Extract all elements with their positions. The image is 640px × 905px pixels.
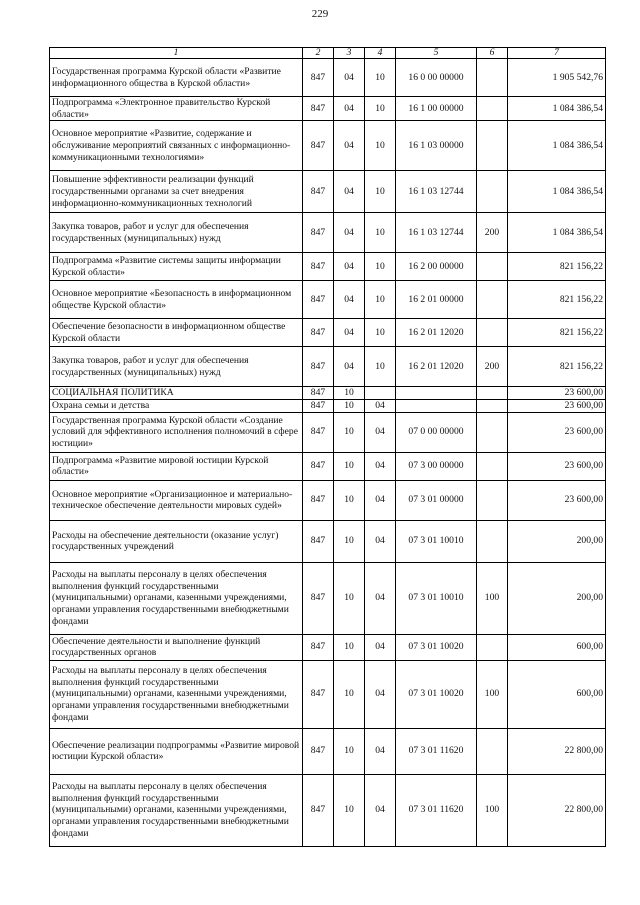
row-subsection: 10 (365, 59, 396, 97)
row-subsection: 10 (365, 97, 396, 121)
row-target-article (396, 387, 477, 400)
row-section: 10 (334, 728, 365, 774)
row-subsection: 04 (365, 728, 396, 774)
row-target-article: 07 3 01 10010 (396, 520, 477, 562)
row-name: Основное мероприятие «Организационное и материально-техническое обеспечение деятельности мировых судей» (50, 480, 303, 520)
row-target-article: 07 3 01 11620 (396, 774, 477, 846)
row-subsection: 10 (365, 121, 396, 171)
row-name: Охрана семьи и детства (50, 400, 303, 413)
page-number: 229 (311, 8, 329, 20)
column-header: 2 (303, 48, 334, 59)
row-target-article: 16 2 01 12020 (396, 347, 477, 387)
row-subsection: 04 (365, 660, 396, 728)
row-code: 847 (303, 253, 334, 281)
row-expense-type (477, 121, 508, 171)
row-amount: 23 600,00 (508, 387, 606, 400)
table-row (50, 412, 606, 452)
table-row (50, 660, 606, 728)
row-amount: 200,00 (508, 562, 606, 634)
row-amount: 821 156,22 (508, 281, 606, 319)
row-expense-type: 100 (477, 562, 508, 634)
row-code: 847 (303, 660, 334, 728)
row-expense-type (477, 281, 508, 319)
row-section: 10 (334, 412, 365, 452)
row-expense-type (477, 634, 508, 660)
row-amount: 1 084 386,54 (508, 171, 606, 213)
budget-table (49, 47, 606, 847)
row-section: 10 (334, 774, 365, 846)
row-section: 04 (334, 97, 365, 121)
row-expense-type: 100 (477, 660, 508, 728)
row-expense-type (477, 452, 508, 480)
row-section: 10 (334, 660, 365, 728)
row-name: Закупка товаров, работ и услуг для обеспечения государственных (муниципальных) нужд (50, 347, 303, 387)
row-expense-type: 200 (477, 347, 508, 387)
row-amount: 821 156,22 (508, 347, 606, 387)
table-row (50, 121, 606, 171)
row-name: Подпрограмма «Развитие системы защиты информации Курской области» (50, 253, 303, 281)
table-row (50, 774, 606, 846)
row-expense-type (477, 400, 508, 413)
row-name: СОЦИАЛЬНАЯ ПОЛИТИКА (50, 387, 303, 400)
row-amount: 22 800,00 (508, 728, 606, 774)
row-subsection: 10 (365, 347, 396, 387)
row-subsection: 04 (365, 412, 396, 452)
row-amount: 23 600,00 (508, 480, 606, 520)
row-amount: 1 084 386,54 (508, 121, 606, 171)
column-header: 1 (50, 48, 303, 59)
row-section: 10 (334, 452, 365, 480)
table-row (50, 452, 606, 480)
table-row (50, 634, 606, 660)
row-amount: 23 600,00 (508, 452, 606, 480)
row-expense-type: 100 (477, 774, 508, 846)
row-expense-type: 200 (477, 213, 508, 253)
row-amount: 1 084 386,54 (508, 213, 606, 253)
row-target-article: 16 1 00 00000 (396, 97, 477, 121)
table-row (50, 728, 606, 774)
table-header-row (50, 48, 606, 59)
row-subsection: 10 (365, 281, 396, 319)
row-section: 10 (334, 387, 365, 400)
row-subsection: 10 (365, 253, 396, 281)
table-row (50, 97, 606, 121)
row-name: Государственная программа Курской области «Создание условий для эффективного исполнения полномочий в сфере юстиции» (50, 412, 303, 452)
row-amount: 23 600,00 (508, 412, 606, 452)
row-section: 04 (334, 281, 365, 319)
row-subsection: 04 (365, 480, 396, 520)
row-section: 10 (334, 520, 365, 562)
row-section: 10 (334, 480, 365, 520)
row-amount: 200,00 (508, 520, 606, 562)
row-subsection: 10 (365, 319, 396, 347)
row-expense-type (477, 97, 508, 121)
row-name: Расходы на обеспечение деятельности (оказание услуг) государственных учреждений (50, 520, 303, 562)
row-section: 10 (334, 634, 365, 660)
row-expense-type (477, 520, 508, 562)
row-name: Подпрограмма «Электронное правительство Курской области» (50, 97, 303, 121)
table-row (50, 562, 606, 634)
column-header: 7 (508, 48, 606, 59)
column-header: 6 (477, 48, 508, 59)
row-expense-type (477, 253, 508, 281)
row-section: 04 (334, 213, 365, 253)
row-code: 847 (303, 774, 334, 846)
table-body (50, 59, 606, 847)
row-expense-type (477, 319, 508, 347)
row-expense-type (477, 59, 508, 97)
row-section: 04 (334, 319, 365, 347)
row-amount: 1 084 386,54 (508, 97, 606, 121)
row-expense-type (477, 171, 508, 213)
row-expense-type (477, 480, 508, 520)
row-subsection: 10 (365, 171, 396, 213)
row-name: Закупка товаров, работ и услуг для обеспечения государственных (муниципальных) нужд (50, 213, 303, 253)
row-target-article: 16 1 03 00000 (396, 121, 477, 171)
row-target-article: 16 1 03 12744 (396, 171, 477, 213)
table-row (50, 171, 606, 213)
row-subsection: 04 (365, 400, 396, 413)
row-name: Расходы на выплаты персоналу в целях обеспечения выполнения функций государственными (муниципальными) органами, казенными учреждениями, органами управления государственными внебюджетными фондами (50, 660, 303, 728)
row-target-article: 07 3 01 00000 (396, 480, 477, 520)
row-amount: 600,00 (508, 660, 606, 728)
table-row (50, 253, 606, 281)
row-amount: 23 600,00 (508, 400, 606, 413)
row-name: Обеспечение реализации подпрограммы «Развитие мировой юстиции Курской области» (50, 728, 303, 774)
row-target-article: 07 3 01 10020 (396, 660, 477, 728)
row-code: 847 (303, 452, 334, 480)
row-code: 847 (303, 480, 334, 520)
row-target-article (396, 400, 477, 413)
row-name: Основное мероприятие «Развитие, содержание и обслуживание мероприятий связанных с информационно-коммуникационными технологиями» (50, 121, 303, 171)
row-name: Обеспечение деятельности и выполнение функций государственных органов (50, 634, 303, 660)
row-subsection: 04 (365, 452, 396, 480)
row-target-article: 07 3 00 00000 (396, 452, 477, 480)
row-subsection: 04 (365, 562, 396, 634)
row-code: 847 (303, 387, 334, 400)
row-code: 847 (303, 319, 334, 347)
row-section: 04 (334, 121, 365, 171)
row-section: 04 (334, 347, 365, 387)
row-name: Государственная программа Курской области «Развитие информационного общества в Курской области» (50, 59, 303, 97)
row-code: 847 (303, 347, 334, 387)
row-amount: 600,00 (508, 634, 606, 660)
column-header: 4 (365, 48, 396, 59)
row-amount: 1 905 542,76 (508, 59, 606, 97)
row-code: 847 (303, 281, 334, 319)
row-name: Подпрограмма «Развитие мировой юстиции Курской области» (50, 452, 303, 480)
table-row (50, 281, 606, 319)
row-code: 847 (303, 634, 334, 660)
row-section: 04 (334, 59, 365, 97)
row-target-article: 16 2 01 12020 (396, 319, 477, 347)
table-row (50, 59, 606, 97)
row-code: 847 (303, 121, 334, 171)
row-code: 847 (303, 412, 334, 452)
row-subsection: 10 (365, 213, 396, 253)
row-subsection: 04 (365, 634, 396, 660)
row-name: Обеспечение безопасности в информационном обществе Курской области (50, 319, 303, 347)
row-target-article: 16 1 03 12744 (396, 213, 477, 253)
row-name: Расходы на выплаты персоналу в целях обеспечения выполнения функций государственными (муниципальными) органами, казенными учреждениями, органами управления государственными внебюджетными фондами (50, 562, 303, 634)
row-amount: 821 156,22 (508, 319, 606, 347)
row-code: 847 (303, 97, 334, 121)
row-target-article: 07 3 01 11620 (396, 728, 477, 774)
row-code: 847 (303, 59, 334, 97)
row-target-article: 07 3 01 10010 (396, 562, 477, 634)
row-expense-type (477, 387, 508, 400)
column-header: 5 (396, 48, 477, 59)
row-subsection: 04 (365, 520, 396, 562)
row-expense-type (477, 728, 508, 774)
row-target-article: 16 2 01 00000 (396, 281, 477, 319)
row-code: 847 (303, 520, 334, 562)
row-amount: 821 156,22 (508, 253, 606, 281)
row-section: 04 (334, 171, 365, 213)
row-section: 10 (334, 562, 365, 634)
row-name: Расходы на выплаты персоналу в целях обеспечения выполнения функций государственными (муниципальными) органами, казенными учреждениями, органами управления государственными внебюджетными фондами (50, 774, 303, 846)
row-code: 847 (303, 171, 334, 213)
row-code: 847 (303, 400, 334, 413)
row-expense-type (477, 412, 508, 452)
row-target-article: 07 3 01 10020 (396, 634, 477, 660)
row-target-article: 07 0 00 00000 (396, 412, 477, 452)
column-header: 3 (334, 48, 365, 59)
row-section: 04 (334, 253, 365, 281)
row-target-article: 16 0 00 00000 (396, 59, 477, 97)
table-row (50, 480, 606, 520)
row-subsection (365, 387, 396, 400)
row-code: 847 (303, 562, 334, 634)
table-row (50, 387, 606, 400)
table-row (50, 319, 606, 347)
row-amount: 22 800,00 (508, 774, 606, 846)
row-code: 847 (303, 213, 334, 253)
table-row (50, 400, 606, 413)
row-section: 10 (334, 400, 365, 413)
table-row (50, 347, 606, 387)
row-subsection: 04 (365, 774, 396, 846)
table-row (50, 520, 606, 562)
row-name: Основное мероприятие «Безопасность в информационном обществе Курской области» (50, 281, 303, 319)
row-name: Повышение эффективности реализации функций государственными органами за счет внедрения информационно-коммуникационных технологий (50, 171, 303, 213)
row-target-article: 16 2 00 00000 (396, 253, 477, 281)
row-code: 847 (303, 728, 334, 774)
table-row (50, 213, 606, 253)
